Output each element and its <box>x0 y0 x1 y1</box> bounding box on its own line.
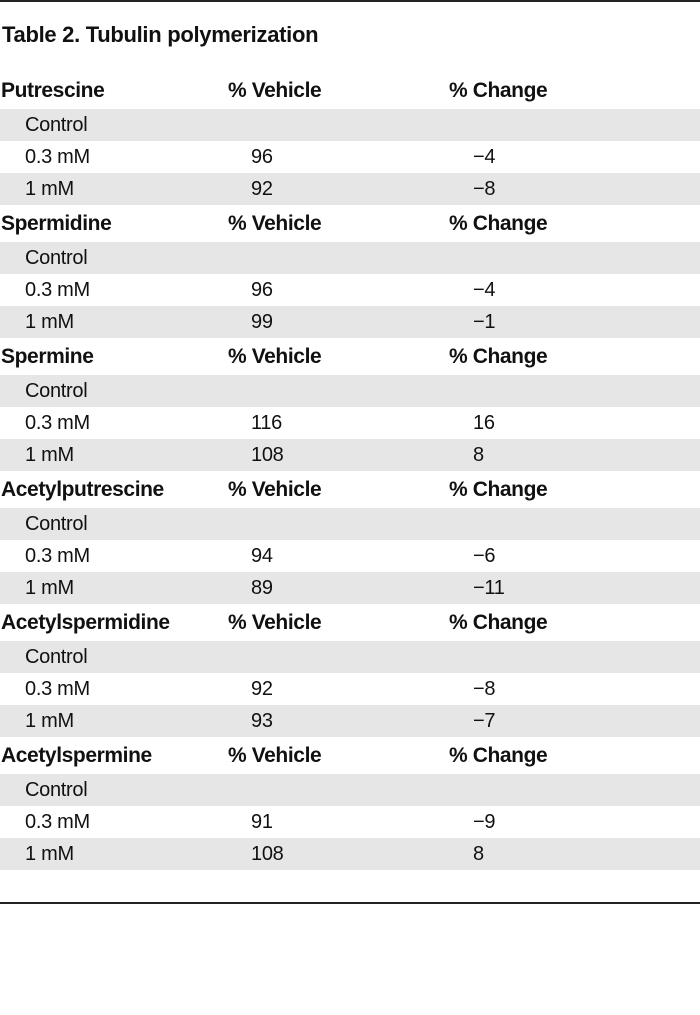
table-row <box>0 641 700 673</box>
condition-cell: 1 mM <box>25 178 74 200</box>
condition-cell: Control <box>25 779 88 801</box>
condition-cell: Control <box>25 646 88 668</box>
vehicle-cell: 108 <box>251 444 284 466</box>
change-cell: −1 <box>473 311 496 333</box>
change-cell: −4 <box>473 146 496 168</box>
condition-cell: 1 mM <box>25 444 74 466</box>
section-acetylspermidine <box>0 604 700 737</box>
vehicle-column-header: % Vehicle <box>228 345 322 368</box>
table-row <box>0 242 700 274</box>
change-cell: −7 <box>473 710 496 732</box>
compound-name: Acetylspermidine <box>1 611 170 634</box>
condition-cell: 0.3 mM <box>25 545 90 567</box>
vehicle-column-header: % Vehicle <box>228 478 322 501</box>
condition-cell: 0.3 mM <box>25 678 90 700</box>
change-cell: 8 <box>473 444 484 466</box>
condition-cell: 0.3 mM <box>25 412 90 434</box>
condition-cell: Control <box>25 114 88 136</box>
section-acetylspermine <box>0 737 700 870</box>
table-row <box>0 439 700 471</box>
change-cell: −8 <box>473 178 496 200</box>
vehicle-cell: 94 <box>251 545 273 567</box>
vehicle-column-header: % Vehicle <box>228 611 322 634</box>
condition-cell: Control <box>25 380 88 402</box>
vehicle-cell: 108 <box>251 843 284 865</box>
polymerization-table <box>0 72 700 870</box>
section-header-row <box>0 205 700 242</box>
compound-name: Acetylspermine <box>1 744 152 767</box>
table-row <box>0 508 700 540</box>
vehicle-cell: 92 <box>251 178 273 200</box>
table-top-rule <box>0 0 700 2</box>
condition-cell: 1 mM <box>25 311 74 333</box>
vehicle-cell: 116 <box>251 412 282 434</box>
change-column-header: % Change <box>449 478 548 501</box>
vehicle-cell: 91 <box>251 811 273 833</box>
section-putrescine <box>0 72 700 205</box>
change-cell: −6 <box>473 545 496 567</box>
change-cell: −11 <box>473 577 505 599</box>
condition-cell: 1 mM <box>25 710 74 732</box>
change-column-header: % Change <box>449 79 548 102</box>
table-row <box>0 673 700 705</box>
compound-name: Putrescine <box>1 79 105 102</box>
change-cell: −4 <box>473 279 496 301</box>
condition-cell: 0.3 mM <box>25 146 90 168</box>
condition-cell: 1 mM <box>25 577 74 599</box>
table-row <box>0 173 700 205</box>
table-row <box>0 306 700 338</box>
vehicle-column-header: % Vehicle <box>228 212 322 235</box>
change-cell: −8 <box>473 678 496 700</box>
table-title: Table 2. Tubulin polymerization <box>2 22 319 47</box>
vehicle-cell: 93 <box>251 710 273 732</box>
table-row <box>0 774 700 806</box>
section-header-row <box>0 604 700 641</box>
table-row <box>0 572 700 604</box>
table-row <box>0 375 700 407</box>
change-cell: 8 <box>473 843 484 865</box>
table-row <box>0 705 700 737</box>
condition-cell: 0.3 mM <box>25 279 90 301</box>
compound-name: Spermine <box>1 345 94 368</box>
compound-name: Acetylputrescine <box>1 478 164 501</box>
condition-cell: Control <box>25 513 88 535</box>
change-cell: 16 <box>473 412 495 434</box>
section-header-row <box>0 737 700 774</box>
compound-name: Spermidine <box>1 212 112 235</box>
section-header-row <box>0 72 700 109</box>
vehicle-cell: 96 <box>251 279 273 301</box>
vehicle-column-header: % Vehicle <box>228 744 322 767</box>
section-acetylputrescine <box>0 471 700 604</box>
table-row <box>0 407 700 439</box>
vehicle-cell: 92 <box>251 678 273 700</box>
section-spermine <box>0 338 700 471</box>
condition-cell: 1 mM <box>25 843 74 865</box>
section-header-row <box>0 338 700 375</box>
vehicle-cell: 89 <box>251 577 273 599</box>
table-row <box>0 540 700 572</box>
change-column-header: % Change <box>449 744 548 767</box>
section-header-row <box>0 471 700 508</box>
change-column-header: % Change <box>449 611 548 634</box>
table-row <box>0 141 700 173</box>
condition-cell: 0.3 mM <box>25 811 90 833</box>
change-column-header: % Change <box>449 345 548 368</box>
section-spermidine <box>0 205 700 338</box>
change-cell: −9 <box>473 811 496 833</box>
table-row <box>0 274 700 306</box>
vehicle-cell: 99 <box>251 311 273 333</box>
table-row <box>0 806 700 838</box>
table-bottom-rule <box>0 902 700 904</box>
table-row <box>0 838 700 870</box>
table-row <box>0 109 700 141</box>
condition-cell: Control <box>25 247 88 269</box>
vehicle-column-header: % Vehicle <box>228 79 322 102</box>
vehicle-cell: 96 <box>251 146 273 168</box>
change-column-header: % Change <box>449 212 548 235</box>
